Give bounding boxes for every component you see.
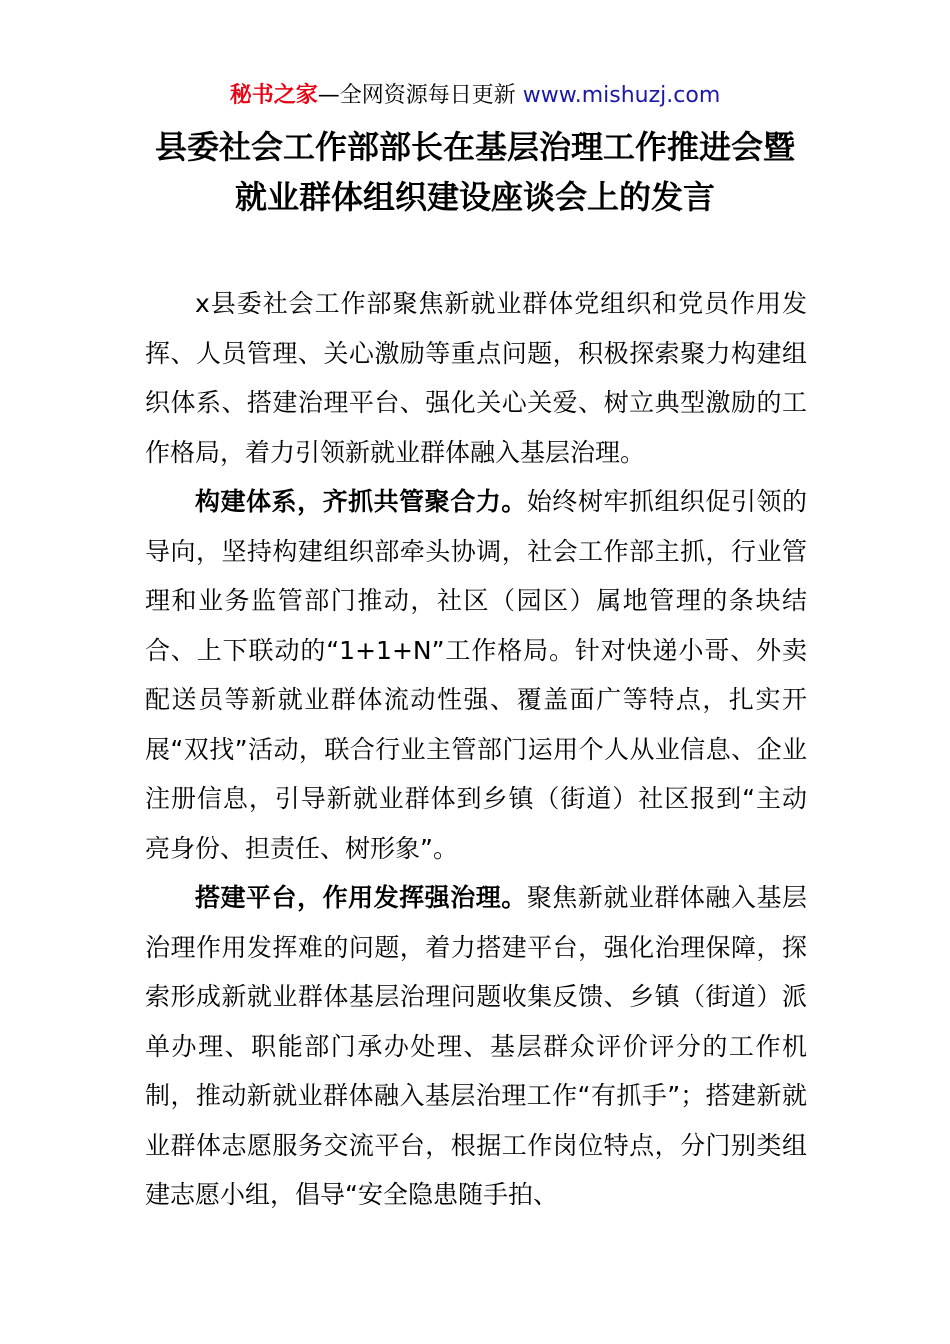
document-title	[0, 122, 950, 222]
site-url-link[interactable]: www.mishuzj.com	[522, 83, 721, 108]
paragraph-text: x县委社会工作部聚焦新就业群体党组织和党员作用发挥、人员管理、关心激励等重点问题，积极探索聚力构建组织体系、搭建治理平台、强化关心关爱、树立典型激励的工作格局，着力引领新就业群体融入基层治理。	[145, 289, 807, 467]
paragraph-lead: 构建体系，齐抓共管聚合力。	[195, 487, 527, 516]
title-line-2: 就业群体组织建设座谈会上的发言	[234, 178, 715, 216]
paragraph-build-system	[145, 477, 807, 873]
document-body	[145, 279, 807, 1220]
title-line-1: 县委社会工作部部长在基层治理工作推进会暨	[154, 128, 795, 166]
paragraph-text: 聚焦新就业群体融入基层治理作用发挥难的问题，着力搭建平台，强化治理保障，探索形成新就业群体基层治理问题收集反馈、乡镇（街道）派单办理、职能部门承办处理、基层群众评价评分的工作机制，推动新就业群体融入基层治理工作“有抓手”；搭建新就业群体志愿服务交流平台，根据工作岗位特点，分门别类组建志愿小组，倡导“安全隐患随手拍、	[145, 883, 807, 1209]
paragraph-lead: 搭建平台，作用发挥强治理。	[195, 883, 527, 912]
site-tagline: —全网资源每日更新	[317, 83, 516, 108]
paragraph-build-platform	[145, 873, 807, 1220]
paragraph-intro	[145, 279, 807, 477]
site-header	[0, 80, 950, 112]
site-name: 秘书之家	[229, 83, 318, 108]
paragraph-text: 始终树牢抓组织促引领的导向，坚持构建组织部牵头协调，社会工作部主抓，行业管理和业务监管部门推动，社区（园区）属地管理的条块结合、上下联动的“1+1+N”工作格局。针对快递小哥、外卖配送员等新就业群体流动性强、覆盖面广等特点，扎实开展“双找”活动，联合行业主管部门运用个人从业信息、企业注册信息，引导新就业群体到乡镇（街道）社区报到“主动亮身份、担责任、树形象”。	[145, 487, 807, 863]
